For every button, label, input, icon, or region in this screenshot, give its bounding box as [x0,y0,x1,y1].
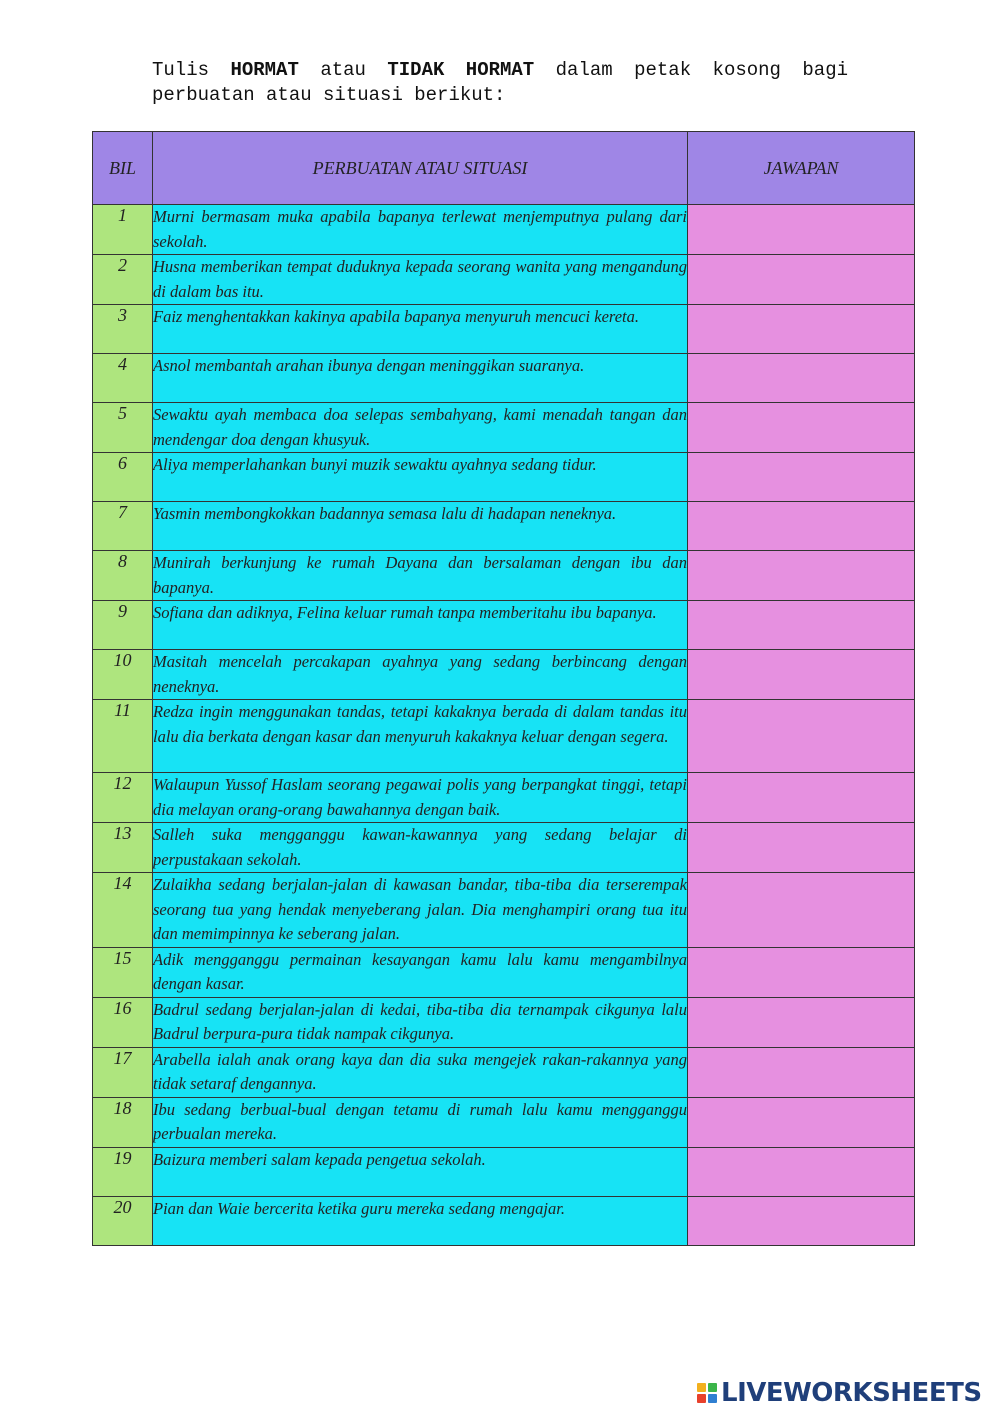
situation-text: Murni bermasam muka apabila bapanya terlewat menjemputnya pulang dari sekolah. [153,205,688,255]
answer-field[interactable] [688,1047,915,1097]
situation-text: Walaupun Yussof Haslam seorang pegawai polis yang berpangkat tinggi, tetapi dia melayan orang-orang bawahannya dengan baik. [153,773,688,823]
table-row [93,823,915,873]
instruction-text [152,58,848,108]
row-number: 14 [93,873,153,948]
row-number: 17 [93,1047,153,1097]
situation-text: Pian dan Waie bercerita ketika guru mereka sedang mengajar. [153,1196,688,1245]
table-row [93,502,915,551]
table-row [93,354,915,403]
situation-text: Asnol membantah arahan ibunya dengan meninggikan suaranya. [153,354,688,403]
situation-text: Badrul sedang berjalan-jalan di kedai, tiba-tiba dia ternampak cikgunya lalu Badrul berpura-pura tidak nampak cikgunya. [153,997,688,1047]
situation-text: Masitah mencelah percakapan ayahnya yang sedang berbincang dengan neneknya. [153,650,688,700]
table-row [93,1147,915,1196]
answer-field[interactable] [688,1097,915,1147]
table-row [93,997,915,1047]
table-row [93,650,915,700]
logo-icon [697,1383,717,1403]
situation-text: Arabella ialah anak orang kaya dan dia suka mengejek rakan-rakannya yang tidak setaraf dengannya. [153,1047,688,1097]
header-situasi: PERBUATAN ATAU SITUASI [153,132,688,205]
table-row [93,1097,915,1147]
answer-field[interactable] [688,502,915,551]
row-number: 1 [93,205,153,255]
table-row [93,205,915,255]
row-number: 16 [93,997,153,1047]
situation-text: Salleh suka mengganggu kawan-kawannya yang sedang belajar di perpustakaan sekolah. [153,823,688,873]
situation-text: Husna memberikan tempat duduknya kepada seorang wanita yang mengandung di dalam bas itu. [153,255,688,305]
row-number: 13 [93,823,153,873]
row-number: 15 [93,947,153,997]
answer-field[interactable] [688,650,915,700]
table-row [93,700,915,773]
table-row [93,1196,915,1245]
answer-field[interactable] [688,873,915,948]
worksheet-table [92,131,915,1246]
table-row [93,947,915,997]
answer-field[interactable] [688,1147,915,1196]
answer-field[interactable] [688,700,915,773]
answer-field[interactable] [688,354,915,403]
table-row [93,873,915,948]
situation-text: Munirah berkunjung ke rumah Dayana dan bersalaman dengan ibu dan bapanya. [153,551,688,601]
table-row [93,305,915,354]
answer-field[interactable] [688,997,915,1047]
answer-field[interactable] [688,823,915,873]
row-number: 19 [93,1147,153,1196]
answer-field[interactable] [688,205,915,255]
row-number: 5 [93,403,153,453]
table-row [93,551,915,601]
row-number: 3 [93,305,153,354]
logo-square [708,1394,717,1403]
table-row [93,403,915,453]
answer-field[interactable] [688,601,915,650]
row-number: 20 [93,1196,153,1245]
keyword-tidak-hormat: TIDAK HORMAT [387,59,535,81]
row-number: 4 [93,354,153,403]
logo-text: LIVEWORKSHEETS [721,1378,982,1408]
header-jawapan: JAWAPAN [688,132,915,205]
row-number: 8 [93,551,153,601]
row-number: 11 [93,700,153,773]
table-row [93,1047,915,1097]
table-body [93,205,915,1246]
instruction-rest: dalam petak kosong bagi perbuatan atau situasi berikut: [152,59,848,106]
table-row [93,773,915,823]
logo-square [697,1394,706,1403]
situation-text: Sofiana dan adiknya, Felina keluar rumah tanpa memberitahu ibu bapanya. [153,601,688,650]
logo-square [708,1383,717,1392]
row-number: 7 [93,502,153,551]
situation-text: Aliya memperlahankan bunyi muzik sewaktu ayahnya sedang tidur. [153,453,688,502]
keyword-hormat: HORMAT [230,59,299,81]
situation-text: Adik mengganggu permainan kesayangan kamu lalu kamu mengambilnya dengan kasar. [153,947,688,997]
table-row [93,255,915,305]
answer-field[interactable] [688,551,915,601]
row-number: 2 [93,255,153,305]
table-row [93,453,915,502]
instruction-word: atau [320,59,366,81]
situation-text: Sewaktu ayah membaca doa selepas sembahyang, kami menadah tangan dan mendengar doa dengan khusyuk. [153,403,688,453]
row-number: 6 [93,453,153,502]
row-number: 10 [93,650,153,700]
answer-field[interactable] [688,453,915,502]
situation-text: Yasmin membongkokkan badannya semasa lalu di hadapan neneknya. [153,502,688,551]
header-bil: BIL [93,132,153,205]
answer-field[interactable] [688,255,915,305]
table-row [93,601,915,650]
situation-text: Baizura memberi salam kepada pengetua sekolah. [153,1147,688,1196]
logo-square [697,1383,706,1392]
situation-text: Redza ingin menggunakan tandas, tetapi kakaknya berada di dalam tandas itu lalu dia berkata dengan kasar dan menyuruh kakaknya keluar dengan segera. [153,700,688,773]
answer-field[interactable] [688,947,915,997]
row-number: 12 [93,773,153,823]
answer-field[interactable] [688,305,915,354]
row-number: 9 [93,601,153,650]
liveworksheets-logo [697,1378,982,1408]
table-header-row [93,132,915,205]
answer-field[interactable] [688,773,915,823]
row-number: 18 [93,1097,153,1147]
situation-text: Faiz menghentakkan kakinya apabila bapanya menyuruh mencuci kereta. [153,305,688,354]
answer-field[interactable] [688,403,915,453]
instruction-word: Tulis [152,59,210,81]
situation-text: Ibu sedang berbual-bual dengan tetamu di rumah lalu kamu mengganggu perbualan mereka. [153,1097,688,1147]
situation-text: Zulaikha sedang berjalan-jalan di kawasan bandar, tiba-tiba dia terserempak seorang tua yang hendak menyeberang jalan. Dia menghampiri orang tua itu dan memimpinnya ke seberang jalan. [153,873,688,948]
answer-field[interactable] [688,1196,915,1245]
